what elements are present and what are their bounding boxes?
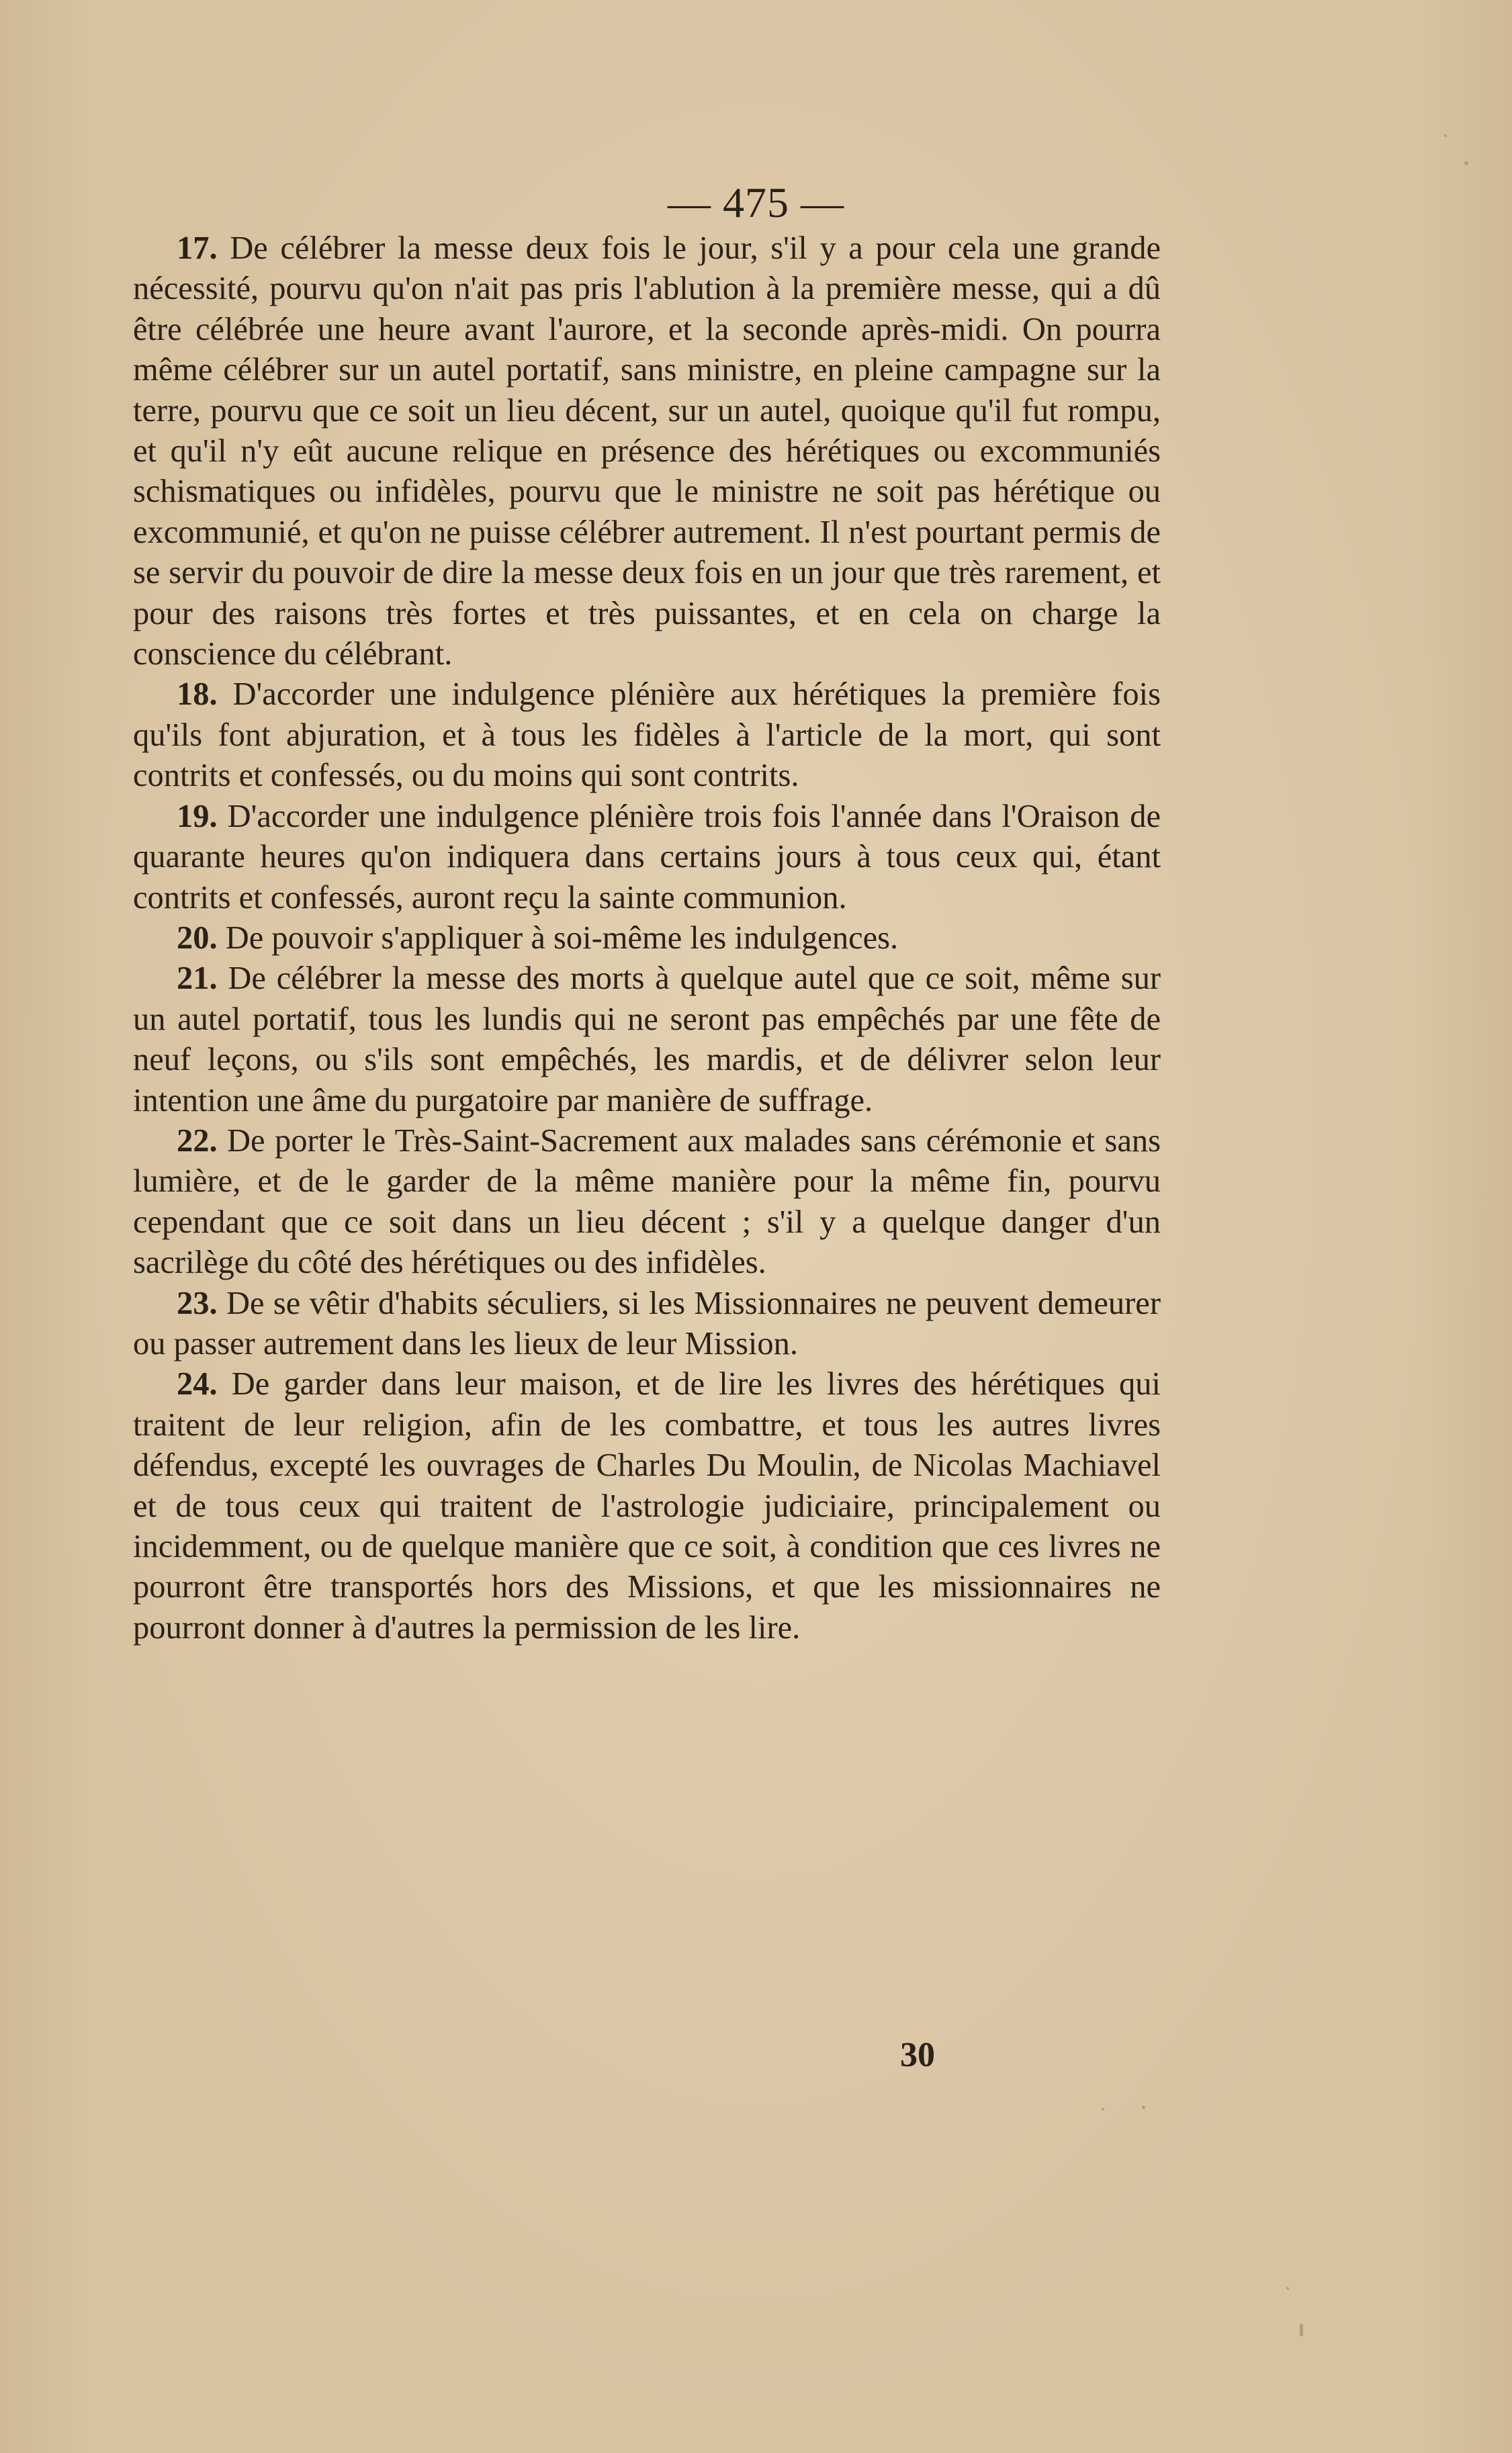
paragraph-number: 22. [177, 1122, 218, 1159]
paragraph-text: De célébrer la messe des morts à quelque autel que ce soit, même sur un autel portatif, tous les lundis qui ne seront pas empêchés par une fête de neuf leçons, ou s'ils sont empêchés, les mardis, et de délivrer selon leur intention une âme du purgatoire par manière de suffrage. [133, 961, 1161, 1118]
paragraph-20 [133, 918, 1161, 958]
paragraph-19 [133, 797, 1161, 918]
paragraph-22 [133, 1121, 1161, 1284]
paragraph-number: 21. [177, 961, 218, 997]
paragraph-17 [133, 228, 1161, 674]
paper-speck [1102, 2108, 1104, 2110]
paragraph-text: De se vêtir d'habits séculiers, si les Missionnaires ne peuvent demeurer ou passer autrement dans les lieux de leur Mission. [133, 1285, 1161, 1362]
header-right-ornament: — [801, 179, 844, 226]
paper-speck [1300, 2324, 1303, 2336]
paragraph-23 [133, 1284, 1161, 1365]
paragraph-number: 23. [177, 1285, 218, 1321]
paper-speck [1142, 2106, 1145, 2109]
paragraph-number: 20. [177, 920, 218, 956]
paragraph-number: 18. [177, 676, 218, 713]
paragraph-text: D'accorder une indulgence plénière aux hérétiques la première fois qu'ils font abjuration, et à tous les fidèles à l'article de la mort, qui sont contrits et confessés, ou du moins qui sont contrits. [133, 676, 1161, 794]
paragraph-number: 19. [177, 798, 218, 834]
paragraph-21 [133, 958, 1161, 1121]
page-header [0, 176, 1512, 230]
header-left-ornament: — [668, 179, 711, 226]
paragraph-text: De célébrer la messe deux fois le jour, s'il y a pour cela une grande nécessité, pourvu qu'on n'ait pas pris l'ablution à la première messe, qui a dû être célébrée une heure avant l'aurore, et la seconde après-midi. On pourra même célébrer sur un autel portatif, sans ministre, en pleine campagne sur la terre, pourvu que ce soit un lieu décent, sur un autel, quoique qu'il fut rompu, et qu'il n'y eût aucune relique en présence des hérétiques ou excommuniés schismatiques ou infidèles, pourvu que le ministre ne soit pas hérétique ou excommunié, et qu'on ne puisse célébrer autrement. Il n'est pourtant permis de se servir du pouvoir de dire la messe deux fois en un jour que très rarement, et pour des raisons très fortes et très puissantes, et en cela on charge la conscience du célébrant. [133, 230, 1161, 672]
paragraph-text: De pouvoir s'appliquer à soi-même les indulgences. [225, 920, 899, 956]
paragraph-18 [133, 674, 1161, 796]
page-number: 475 [723, 179, 789, 226]
paragraph-number: 17. [177, 230, 218, 266]
paragraph-text: D'accorder une indulgence plénière trois fois l'année dans l'Oraison de quarante heures qu'on indiquera dans certains jours à tous ceux qui, étant contrits et confessés, auront reçu la sainte communion. [133, 798, 1161, 916]
paper-speck [1286, 2287, 1289, 2290]
signature-mark: 30 [900, 2036, 935, 2074]
paragraph-text: De garder dans leur maison, et de lire les livres des hérétiques qui traitent de leur religion, afin de les combattre, et tous les autres livres défendus, excepté les ouvrages de Charles Du Moulin, de Nicolas Machiavel et de tous ceux qui traitent de l'astrologie judiciaire, principalement ou incidemment, ou de quelque manière que ce soit, à condition que ces livres ne pourront être transportés hors des Missions, et que les missionnaires ne pourront donner à d'autres la permission de les lire. [133, 1366, 1161, 1646]
paragraph-number: 24. [177, 1366, 218, 1402]
paper-speck [1444, 134, 1447, 137]
body-text [133, 228, 1161, 1648]
paragraph-24 [133, 1364, 1161, 1648]
paragraph-text: De porter le Très-Saint-Sacrement aux malades sans cérémonie et sans lumière, et de le garder de la même manière pour la même fin, pourvu cependant que ce soit dans un lieu décent ; s'il y a quelque danger d'un sacrilège du côté des hérétiques ou des infidèles. [133, 1122, 1161, 1281]
paper-speck [1464, 161, 1468, 165]
